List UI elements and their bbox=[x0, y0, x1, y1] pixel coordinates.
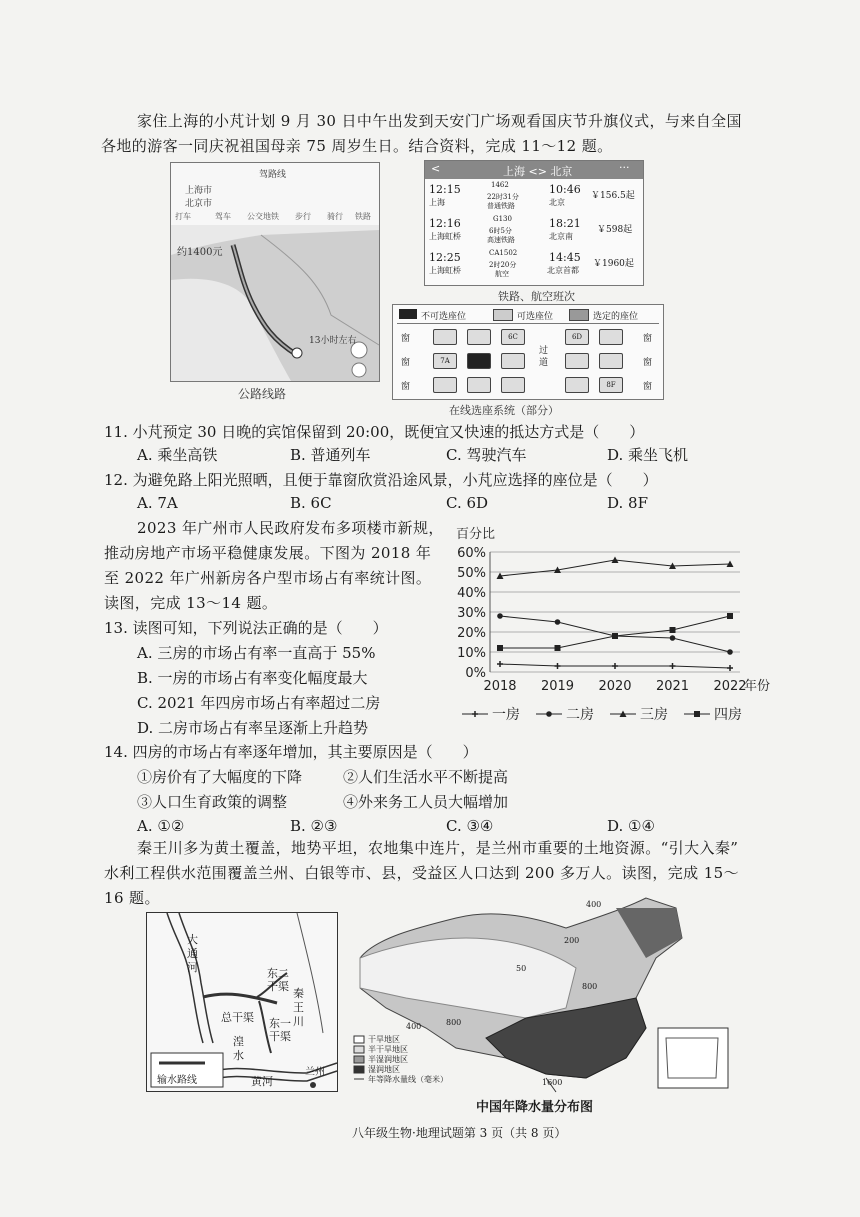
seat-8f[interactable]: 8F bbox=[599, 377, 623, 393]
seat-legend bbox=[397, 307, 659, 324]
seat-unavailable bbox=[467, 353, 491, 369]
back-icon[interactable]: < bbox=[431, 162, 441, 175]
window-label: 窗 bbox=[401, 382, 411, 392]
train-to: 北京首都 bbox=[547, 266, 579, 275]
road-caption: 公路线路 bbox=[238, 387, 287, 401]
road-tab-drive[interactable]: 驾车 bbox=[215, 212, 231, 221]
legend-marker bbox=[694, 711, 700, 717]
q14-item-4: ④外来务工人员大幅增加 bbox=[343, 793, 509, 811]
legend-marker bbox=[472, 711, 478, 717]
y-tick-label: 60% bbox=[457, 546, 486, 561]
point-二房 bbox=[497, 613, 503, 619]
rainfall-map-title: 中国年降水量分布图 bbox=[476, 1100, 594, 1115]
x-tick-label: 2018 bbox=[483, 679, 517, 694]
y-tick-label: 40% bbox=[457, 586, 486, 601]
legend-label: 一房 bbox=[492, 707, 520, 723]
aisle-label: 过道 bbox=[539, 346, 549, 368]
y-tick-label: 20% bbox=[457, 626, 486, 641]
road-route-panel bbox=[170, 162, 380, 382]
q11-stem: 11. 小芃预定 30 日晚的宾馆保留到 20:00，既便宜又快速的抵达方式是（ ） bbox=[104, 423, 645, 441]
window-label: 窗 bbox=[401, 334, 411, 344]
train-dep: 12:15 bbox=[429, 183, 461, 196]
window-label: 窗 bbox=[401, 358, 411, 368]
road-from: 上海市 bbox=[185, 186, 213, 196]
train-to: 北京 bbox=[549, 198, 565, 207]
train-panel bbox=[424, 160, 644, 286]
train-dep: 12:25 bbox=[429, 251, 461, 264]
seat[interactable] bbox=[565, 377, 589, 393]
iso-400-north: 400 bbox=[586, 900, 602, 909]
y-tick-label: 50% bbox=[457, 566, 486, 581]
seat[interactable] bbox=[599, 329, 623, 345]
train-caption: 铁路、航空班次 bbox=[498, 290, 575, 303]
point-二房 bbox=[670, 635, 676, 641]
train-from: 上海虹桥 bbox=[429, 232, 461, 241]
seat[interactable] bbox=[565, 353, 589, 369]
intro2-line-1: 2023 年广州市人民政府发布多项楼市新规， bbox=[137, 519, 444, 537]
q14-option-d[interactable]: D. ①④ bbox=[607, 817, 655, 835]
canal-map bbox=[146, 912, 338, 1092]
x-tick-label: 2020 bbox=[598, 679, 632, 694]
q11-option-b[interactable]: B. 普通列车 bbox=[290, 446, 371, 464]
seat-panel bbox=[392, 304, 664, 400]
rain-legend-arid: 干旱地区 bbox=[368, 1035, 400, 1044]
seat[interactable] bbox=[501, 377, 525, 393]
seat[interactable] bbox=[467, 377, 491, 393]
train-no: G130 bbox=[493, 215, 512, 223]
road-tab-transit[interactable]: 公交地铁 bbox=[247, 212, 279, 221]
housing-share-chart bbox=[450, 520, 771, 723]
train-arr: 14:45 bbox=[549, 251, 581, 264]
window-label: 窗 bbox=[643, 358, 653, 368]
q14-option-a[interactable]: A. ①② bbox=[137, 817, 185, 835]
iso-400-west: 400 bbox=[406, 1022, 422, 1031]
train-dur: 22时31分 bbox=[487, 193, 519, 201]
point-二房 bbox=[727, 649, 733, 655]
seat-unavailable-swatch bbox=[399, 309, 417, 319]
label-east1-canal: 东一干渠 bbox=[269, 1017, 291, 1043]
legend-label: 四房 bbox=[714, 707, 742, 723]
intro-line-2: 各地的游客一同庆祝祖国母亲 75 周岁生日。结合资料，完成 11～12 题。 bbox=[101, 137, 613, 155]
q13-option-a[interactable]: A. 三房的市场占有率一直高于 55% bbox=[137, 644, 376, 662]
point-四房 bbox=[555, 645, 561, 651]
seat-selected-swatch bbox=[569, 309, 589, 321]
point-一房 bbox=[497, 661, 503, 667]
q11-option-d[interactable]: D. 乘坐飞机 bbox=[607, 446, 689, 464]
seat[interactable] bbox=[467, 329, 491, 345]
q11-option-c[interactable]: C. 驾驶汽车 bbox=[446, 446, 527, 464]
legend-label: 三房 bbox=[640, 707, 668, 723]
road-tab-taxi[interactable]: 打车 bbox=[175, 212, 191, 221]
label-lanzhou: 兰州 bbox=[305, 1067, 325, 1078]
train-header-bar bbox=[425, 161, 643, 179]
q13-option-b[interactable]: B. 一房的市场占有率变化幅度最大 bbox=[137, 669, 368, 687]
legend-available: 可选座位 bbox=[517, 312, 554, 322]
seat[interactable] bbox=[501, 353, 525, 369]
train-dur: 2时20分 bbox=[489, 261, 517, 269]
seat-6d[interactable]: 6D bbox=[565, 329, 589, 345]
label-yellow-river: 黄河 bbox=[251, 1075, 273, 1088]
legend-label: 二房 bbox=[566, 707, 594, 723]
rain-legend-isoline: 年等降水量线（毫米） bbox=[368, 1075, 448, 1084]
y-tick-label: 10% bbox=[457, 646, 486, 661]
y-axis-label: 百分比 bbox=[456, 527, 496, 542]
iso-800: 800 bbox=[582, 982, 598, 991]
legend-selected: 选定的座位 bbox=[593, 312, 639, 322]
point-四房 bbox=[727, 613, 733, 619]
q11-option-a[interactable]: A. 乘坐高铁 bbox=[137, 446, 218, 464]
q12-option-c[interactable]: C. 6D bbox=[446, 494, 489, 512]
x-tick-label: 2022 bbox=[713, 679, 747, 694]
seat-7a[interactable]: 7A bbox=[433, 353, 457, 369]
train-price: ￥156.5起 bbox=[591, 191, 635, 201]
intro3-line-3: 16 题。 bbox=[104, 889, 160, 907]
seat[interactable] bbox=[433, 329, 457, 345]
road-time: 13小时左右 bbox=[309, 336, 357, 346]
point-四房 bbox=[612, 633, 618, 639]
train-arr: 18:21 bbox=[549, 217, 581, 230]
point-四房 bbox=[497, 645, 503, 651]
page-footer: 八年级生物·地理试题第 3 页（共 8 页） bbox=[352, 1126, 567, 1140]
seat-6c[interactable]: 6C bbox=[501, 329, 525, 345]
q12-option-b[interactable]: B. 6C bbox=[290, 494, 332, 512]
iso-800-west: 800 bbox=[446, 1018, 462, 1027]
y-tick-label: 0% bbox=[465, 666, 486, 681]
train-from: 上海虹桥 bbox=[429, 266, 461, 275]
seat[interactable] bbox=[433, 377, 457, 393]
road-tabs bbox=[171, 211, 379, 225]
q13-option-d[interactable]: D. 二房市场占有率呈逐渐上升趋势 bbox=[137, 719, 369, 737]
train-arr: 10:46 bbox=[549, 183, 581, 196]
rainfall-map bbox=[346, 898, 746, 1092]
legend-marker bbox=[546, 711, 552, 717]
point-一房 bbox=[727, 665, 733, 671]
road-tab-rail[interactable]: 铁路 bbox=[355, 212, 371, 221]
intro3-line-1: 秦王川多为黄土覆盖，地势平坦，农地集中连片，是兰州市重要的土地资源。“引大入秦” bbox=[137, 839, 739, 857]
iso-200: 200 bbox=[564, 936, 580, 945]
train-price: ￥598起 bbox=[597, 225, 633, 235]
train-from: 上海 bbox=[429, 198, 445, 207]
intro-line-1: 家住上海的小芃计划 9 月 30 日中午出发到天安门广场观看国庆节升旗仪式，与来自全国 bbox=[137, 112, 742, 130]
x-axis-label: 年份 bbox=[744, 679, 771, 694]
window-label: 窗 bbox=[643, 382, 653, 392]
q13-stem: 13. 读图可知，下列说法正确的是（ ） bbox=[104, 619, 388, 637]
more-icon[interactable]: ··· bbox=[619, 161, 630, 174]
intro2-line-2: 推动房地产市场平稳健康发展。下图为 2018 年 bbox=[104, 544, 432, 562]
iso-50: 50 bbox=[516, 964, 527, 973]
q12-option-a[interactable]: A. 7A bbox=[137, 494, 178, 512]
road-distance: 约1400元 bbox=[177, 247, 223, 258]
point-一房 bbox=[555, 663, 561, 669]
road-to: 北京市 bbox=[185, 199, 213, 209]
label-main-canal: 总干渠 bbox=[221, 1011, 254, 1024]
q13-option-c[interactable]: C. 2021 年四房市场占有率超过二房 bbox=[137, 694, 381, 712]
train-dur: 6时5分 bbox=[489, 227, 512, 235]
train-kind: 高速铁路 bbox=[487, 236, 515, 244]
seat[interactable] bbox=[599, 353, 623, 369]
q12-stem: 12. 为避免路上阳光照晒，且便于靠窗欣赏沿途风景，小芃应选择的座位是（ ） bbox=[104, 471, 658, 489]
train-no: CA1502 bbox=[489, 249, 518, 257]
q14-item-1: ①房价有了大幅度的下降 bbox=[137, 768, 303, 786]
train-no: 1462 bbox=[491, 181, 509, 189]
x-tick-label: 2019 bbox=[540, 679, 575, 694]
point-二房 bbox=[555, 619, 561, 625]
rain-legend-semiarid: 半干旱地区 bbox=[368, 1045, 408, 1054]
intro2-line-3: 至 2022 年广州新房各户型市场占有率统计图。 bbox=[104, 569, 432, 587]
label-east2-canal: 东二干渠 bbox=[267, 967, 289, 993]
rain-legend-semihumid: 半湿润地区 bbox=[368, 1055, 408, 1064]
label-datong-river: 大通河 bbox=[187, 933, 198, 974]
label-qinwangchuan: 秦王川 bbox=[293, 987, 304, 1028]
road-tab-bike[interactable]: 骑行 bbox=[327, 212, 343, 221]
q14-stem: 14. 四房的市场占有率逐年增加，其主要原因是（ ） bbox=[104, 743, 478, 761]
q14-option-b[interactable]: B. ②③ bbox=[290, 817, 338, 835]
seat-caption: 在线选座系统（部分） bbox=[449, 404, 559, 417]
label-huangshui: 湟水 bbox=[233, 1035, 244, 1062]
train-price: ￥1960起 bbox=[593, 259, 634, 269]
train-header: 上海 <> 北京 bbox=[503, 165, 573, 178]
point-一房 bbox=[670, 663, 676, 669]
intro2-line-4: 读图，完成 13～14 题。 bbox=[104, 594, 278, 612]
point-一房 bbox=[612, 663, 618, 669]
y-tick-label: 30% bbox=[457, 606, 486, 621]
point-四房 bbox=[670, 627, 676, 633]
road-header: 驾路线 bbox=[259, 170, 287, 180]
q14-item-2: ②人们生活水平不断提高 bbox=[343, 768, 509, 786]
train-kind: 航空 bbox=[495, 270, 509, 278]
road-tab-walk[interactable]: 步行 bbox=[295, 212, 311, 221]
legend-unavailable: 不可选座位 bbox=[421, 312, 467, 322]
point-三房 bbox=[612, 557, 619, 564]
seat-available-swatch bbox=[493, 309, 513, 321]
train-dep: 12:16 bbox=[429, 217, 461, 230]
q12-option-d[interactable]: D. 8F bbox=[607, 494, 648, 512]
intro3-line-2: 水利工程供水范围覆盖兰州、白银等市、县，受益区人口达到 200 多万人。读图，完成 15～ bbox=[104, 864, 740, 882]
iso-1600: 1600 bbox=[542, 1078, 563, 1087]
train-kind: 普通铁路 bbox=[487, 202, 515, 210]
window-label: 窗 bbox=[643, 334, 653, 344]
x-tick-label: 2021 bbox=[655, 679, 690, 694]
canal-legend: 输水路线 bbox=[157, 1075, 197, 1086]
train-to: 北京南 bbox=[549, 232, 573, 241]
rain-legend-humid: 湿润地区 bbox=[368, 1065, 400, 1074]
q14-item-3: ③人口生育政策的调整 bbox=[137, 793, 288, 811]
q14-option-c[interactable]: C. ③④ bbox=[446, 817, 494, 835]
